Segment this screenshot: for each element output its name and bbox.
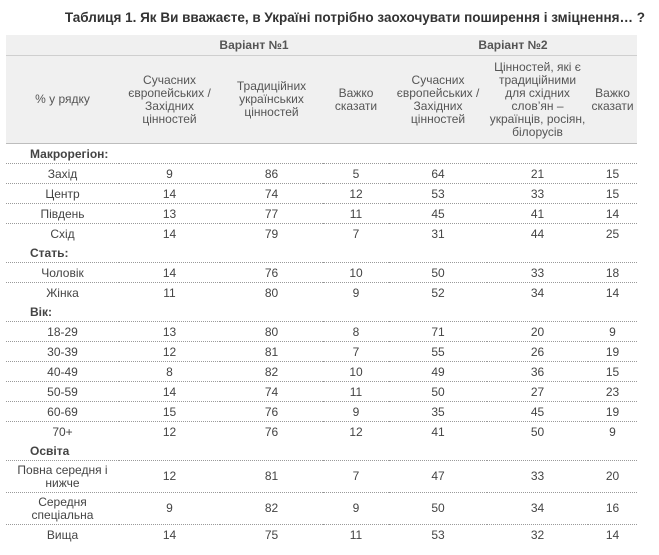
- cell-value: 53: [389, 525, 487, 545]
- cell-value: 33: [487, 263, 588, 283]
- cell-value: 19: [588, 402, 637, 422]
- table-row: [6, 224, 637, 244]
- cell-value: 9: [588, 422, 637, 442]
- cell-value: 9: [588, 322, 637, 342]
- table-row: [6, 164, 637, 184]
- cell-value: 32: [487, 525, 588, 545]
- survey-table: [6, 35, 637, 544]
- cell-value: 45: [389, 204, 487, 224]
- cell-value: 33: [487, 184, 588, 204]
- row-label: 18-29: [6, 322, 119, 342]
- row-label: Середня спеціальна: [6, 493, 119, 525]
- cell-value: 74: [220, 382, 323, 402]
- cell-value: 23: [588, 382, 637, 402]
- cell-value: 41: [389, 422, 487, 442]
- cell-value: 81: [220, 461, 323, 493]
- group-name: Стать:: [30, 245, 69, 260]
- cell-value: 34: [487, 493, 588, 525]
- cell-value: 64: [389, 164, 487, 184]
- cell-value: 19: [588, 342, 637, 362]
- group-name: Макрорегіон:: [30, 146, 109, 161]
- table-row: [6, 283, 637, 303]
- cell-value: 20: [588, 461, 637, 493]
- cell-value: 45: [487, 402, 588, 422]
- row-label: Схід: [6, 224, 119, 244]
- cell-value: 8: [323, 322, 389, 342]
- cell-value: 15: [588, 362, 637, 382]
- cell-value: 12: [119, 342, 220, 362]
- cell-value: 14: [119, 184, 220, 204]
- cell-value: 9: [323, 493, 389, 525]
- row-label: 50-59: [6, 382, 119, 402]
- cell-value: 12: [323, 422, 389, 442]
- cell-value: 9: [323, 283, 389, 303]
- cell-value: 76: [220, 402, 323, 422]
- cell-value: 71: [389, 322, 487, 342]
- cell-value: 9: [119, 164, 220, 184]
- cell-value: 12: [119, 422, 220, 442]
- row-label: Повна середня і нижче: [6, 461, 119, 493]
- table-row: [6, 382, 637, 402]
- cell-value: 14: [119, 382, 220, 402]
- table-row: [6, 184, 637, 204]
- table-row: [6, 342, 637, 362]
- row-label: Вища: [6, 525, 119, 545]
- group-header-row: [6, 302, 637, 322]
- cell-value: 13: [119, 322, 220, 342]
- cell-value: 50: [389, 493, 487, 525]
- cell-value: 86: [220, 164, 323, 184]
- cell-value: 13: [119, 204, 220, 224]
- group-header-row: [6, 441, 637, 461]
- cell-value: 82: [220, 362, 323, 382]
- cell-value: 14: [119, 525, 220, 545]
- table-row: [6, 322, 637, 342]
- group-header-row: [6, 144, 637, 164]
- cell-value: 41: [487, 204, 588, 224]
- cell-value: 15: [119, 402, 220, 422]
- header-col-3: Важко сказати: [323, 56, 389, 144]
- cell-value: 11: [323, 525, 389, 545]
- table-row: [6, 402, 637, 422]
- cell-value: 52: [389, 283, 487, 303]
- cell-value: 12: [323, 184, 389, 204]
- cell-value: 79: [220, 224, 323, 244]
- cell-value: 50: [389, 263, 487, 283]
- row-label: 40-49: [6, 362, 119, 382]
- header-corner: [6, 35, 119, 56]
- cell-value: 76: [220, 263, 323, 283]
- header-col-4: Сучасних європейських / Західних цінностей: [389, 56, 487, 144]
- cell-value: 27: [487, 382, 588, 402]
- header-variants-row: [6, 35, 637, 56]
- cell-value: 74: [220, 184, 323, 204]
- table-row: [6, 525, 637, 545]
- cell-value: 75: [220, 525, 323, 545]
- cell-value: 14: [588, 283, 637, 303]
- cell-value: 49: [389, 362, 487, 382]
- header-col-2: Традиційних українських цінностей: [220, 56, 323, 144]
- cell-value: 7: [323, 342, 389, 362]
- cell-value: 15: [588, 164, 637, 184]
- cell-value: 50: [487, 422, 588, 442]
- cell-value: 20: [487, 322, 588, 342]
- cell-value: 10: [323, 263, 389, 283]
- row-label: Чоловік: [6, 263, 119, 283]
- row-label: 60-69: [6, 402, 119, 422]
- table-title: Таблиця 1. Як Ви вважаєте, в Україні потрібно заохочувати поширення і зміцнення… ?: [64, 10, 645, 25]
- cell-value: 25: [588, 224, 637, 244]
- group-header-row: [6, 243, 637, 263]
- table-row: [6, 204, 637, 224]
- header-col-1: Сучасних європейських / Західних цінностей: [119, 56, 220, 144]
- cell-value: 16: [588, 493, 637, 525]
- cell-value: 44: [487, 224, 588, 244]
- row-label: 30-39: [6, 342, 119, 362]
- cell-value: 21: [487, 164, 588, 184]
- cell-value: 11: [323, 382, 389, 402]
- cell-value: 53: [389, 184, 487, 204]
- table-row: [6, 493, 637, 525]
- cell-value: 10: [323, 362, 389, 382]
- cell-value: 11: [323, 204, 389, 224]
- cell-value: 7: [323, 461, 389, 493]
- header-col-6: Важко сказати: [588, 56, 637, 144]
- header-columns-row: [6, 56, 637, 144]
- cell-value: 9: [323, 402, 389, 422]
- cell-value: 47: [389, 461, 487, 493]
- table-row: [6, 362, 637, 382]
- cell-value: 14: [119, 224, 220, 244]
- cell-value: 5: [323, 164, 389, 184]
- cell-value: 14: [119, 263, 220, 283]
- cell-value: 35: [389, 402, 487, 422]
- cell-value: 12: [119, 461, 220, 493]
- cell-value: 80: [220, 322, 323, 342]
- cell-value: 50: [389, 382, 487, 402]
- cell-value: 31: [389, 224, 487, 244]
- cell-value: 14: [588, 204, 637, 224]
- row-label: Захід: [6, 164, 119, 184]
- cell-value: 11: [119, 283, 220, 303]
- table-row: [6, 422, 637, 442]
- table-body: [6, 144, 637, 545]
- cell-value: 26: [487, 342, 588, 362]
- cell-value: 34: [487, 283, 588, 303]
- cell-value: 80: [220, 283, 323, 303]
- cell-value: 7: [323, 224, 389, 244]
- cell-value: 33: [487, 461, 588, 493]
- table-row: [6, 461, 637, 493]
- group-name: Вік:: [30, 304, 53, 319]
- header-variant2: Варіант №2: [389, 35, 637, 56]
- group-name: Освіта: [30, 443, 70, 458]
- cell-value: 14: [588, 525, 637, 545]
- cell-value: 82: [220, 493, 323, 525]
- header-variant1: Варіант №1: [119, 35, 389, 56]
- cell-value: 77: [220, 204, 323, 224]
- cell-value: 81: [220, 342, 323, 362]
- cell-value: 36: [487, 362, 588, 382]
- header-col-5: Цінностей, які є традиційними для східних слов’ян – українців, росіян, білорусів: [487, 56, 588, 144]
- cell-value: 76: [220, 422, 323, 442]
- header-row-label: % у рядку: [6, 56, 119, 144]
- cell-value: 55: [389, 342, 487, 362]
- cell-value: 15: [588, 184, 637, 204]
- row-label: 70+: [6, 422, 119, 442]
- cell-value: 8: [119, 362, 220, 382]
- row-label: Південь: [6, 204, 119, 224]
- cell-value: 9: [119, 493, 220, 525]
- row-label: Центр: [6, 184, 119, 204]
- cell-value: 18: [588, 263, 637, 283]
- row-label: Жінка: [6, 283, 119, 303]
- table-row: [6, 263, 637, 283]
